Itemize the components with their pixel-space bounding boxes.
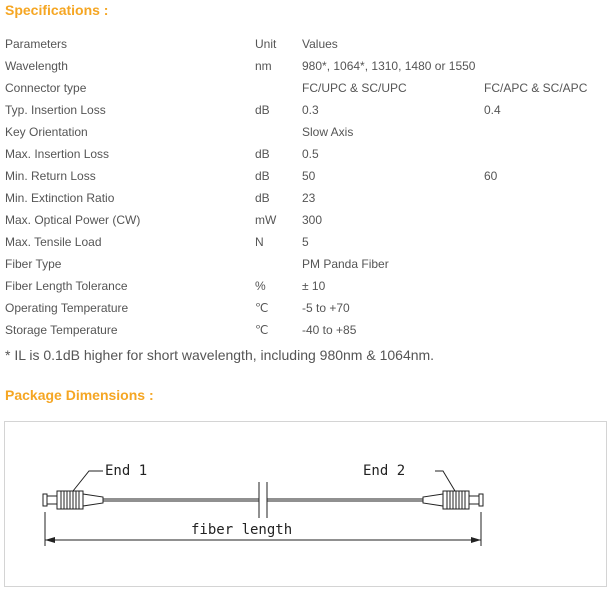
- param-cell: Wavelength: [5, 59, 68, 73]
- unit-cell: dB: [255, 147, 270, 161]
- value-cell: 50: [302, 169, 316, 183]
- value-cell: PM Panda Fiber: [302, 257, 389, 271]
- value2-cell: 0.4: [484, 103, 501, 117]
- unit-cell: [250, 253, 297, 275]
- table-row: [0, 77, 604, 99]
- param-cell: Max. Optical Power (CW): [5, 213, 141, 227]
- param-cell: Fiber Type: [5, 257, 62, 271]
- specifications-table: [0, 33, 604, 341]
- end1-label: End 1: [105, 463, 148, 479]
- unit-cell: mW: [255, 213, 277, 227]
- table-row: [0, 297, 604, 319]
- unit-cell: dB: [255, 191, 270, 205]
- end2-leader: [435, 471, 455, 491]
- unit-cell: ℃: [255, 301, 269, 315]
- unit-cell: ℃: [255, 323, 269, 337]
- footnote: * IL is 0.1dB higher for short wavelength, including 980nm & 1064nm.: [5, 347, 435, 363]
- value2-cell: [479, 55, 604, 77]
- dimension-arrow-right: [471, 537, 481, 543]
- param-cell: Key Orientation: [5, 125, 88, 139]
- value2-cell: [479, 121, 604, 143]
- end2-knurl: [447, 491, 465, 509]
- param-cell: Max. Tensile Load: [5, 235, 102, 249]
- header-values-2: [479, 33, 604, 55]
- end2-ferrule: [469, 496, 479, 504]
- table-row: [0, 55, 604, 77]
- table-header-row: [0, 33, 604, 55]
- unit-cell: [250, 77, 297, 99]
- table-row: [0, 319, 604, 341]
- value-cell: ± 10: [302, 279, 326, 293]
- header-values: Values: [302, 37, 338, 51]
- value-cell: Slow Axis: [302, 125, 354, 139]
- fiber-length-label: fiber length: [191, 522, 293, 538]
- table-row: [0, 209, 604, 231]
- header-unit: Unit: [255, 37, 277, 51]
- end1-ferrule-tip: [43, 494, 47, 506]
- end2-label: End 2: [363, 463, 406, 479]
- table-row: [0, 253, 604, 275]
- unit-cell: dB: [255, 169, 270, 183]
- value-cell: FC/UPC & SC/UPC: [302, 81, 407, 95]
- package-drawing: [5, 422, 608, 588]
- value2-cell: [479, 143, 604, 165]
- value2-cell: [479, 319, 604, 341]
- value2-cell: FC/APC & SC/APC: [484, 81, 588, 95]
- table-row: [0, 165, 604, 187]
- header-parameters: Parameters: [5, 37, 68, 51]
- param-cell: Typ. Insertion Loss: [5, 103, 106, 117]
- table-row: [0, 275, 604, 297]
- value2-cell: [479, 209, 604, 231]
- unit-cell: [250, 121, 297, 143]
- package-dimensions-heading: Package Dimensions :: [5, 387, 154, 403]
- param-cell: Fiber Length Tolerance: [5, 279, 128, 293]
- param-cell: Min. Return Loss: [5, 169, 96, 183]
- table-row: [0, 187, 604, 209]
- param-cell: Connector type: [5, 81, 87, 95]
- value-cell: 23: [302, 191, 316, 205]
- value2-cell: [479, 253, 604, 275]
- end2-ferrule-tip: [479, 494, 483, 506]
- param-cell: Operating Temperature: [5, 301, 129, 315]
- param-cell: Max. Insertion Loss: [5, 147, 110, 161]
- table-row: [0, 121, 604, 143]
- end1-knurl: [61, 491, 79, 509]
- end1-leader: [73, 471, 103, 491]
- unit-cell: N: [255, 235, 264, 249]
- value2-cell: [479, 275, 604, 297]
- param-cell: Storage Temperature: [5, 323, 118, 337]
- package-drawing-frame: [4, 421, 607, 587]
- unit-cell: dB: [255, 103, 270, 117]
- end1-ferrule: [47, 496, 57, 504]
- value2-cell: [479, 297, 604, 319]
- table-row: [0, 231, 604, 253]
- value2-cell: [479, 231, 604, 253]
- value2-cell: 60: [484, 169, 498, 183]
- value-cell: 5: [302, 235, 309, 249]
- end2-boot: [423, 494, 443, 506]
- specifications-heading: Specifications :: [5, 2, 109, 18]
- unit-cell: nm: [255, 59, 272, 73]
- value-cell: -40 to +85: [302, 323, 357, 337]
- value-cell: 980*, 1064*, 1310, 1480 or 1550: [302, 59, 476, 73]
- dimension-arrow-left: [45, 537, 55, 543]
- table-row: [0, 143, 604, 165]
- end1-boot: [83, 494, 103, 506]
- value-cell: 0.5: [302, 147, 319, 161]
- value-cell: -5 to +70: [302, 301, 350, 315]
- value-cell: 300: [302, 213, 323, 227]
- unit-cell: %: [255, 279, 266, 293]
- value-cell: 0.3: [302, 103, 319, 117]
- param-cell: Min. Extinction Ratio: [5, 191, 115, 205]
- value2-cell: [479, 187, 604, 209]
- table-row: [0, 99, 604, 121]
